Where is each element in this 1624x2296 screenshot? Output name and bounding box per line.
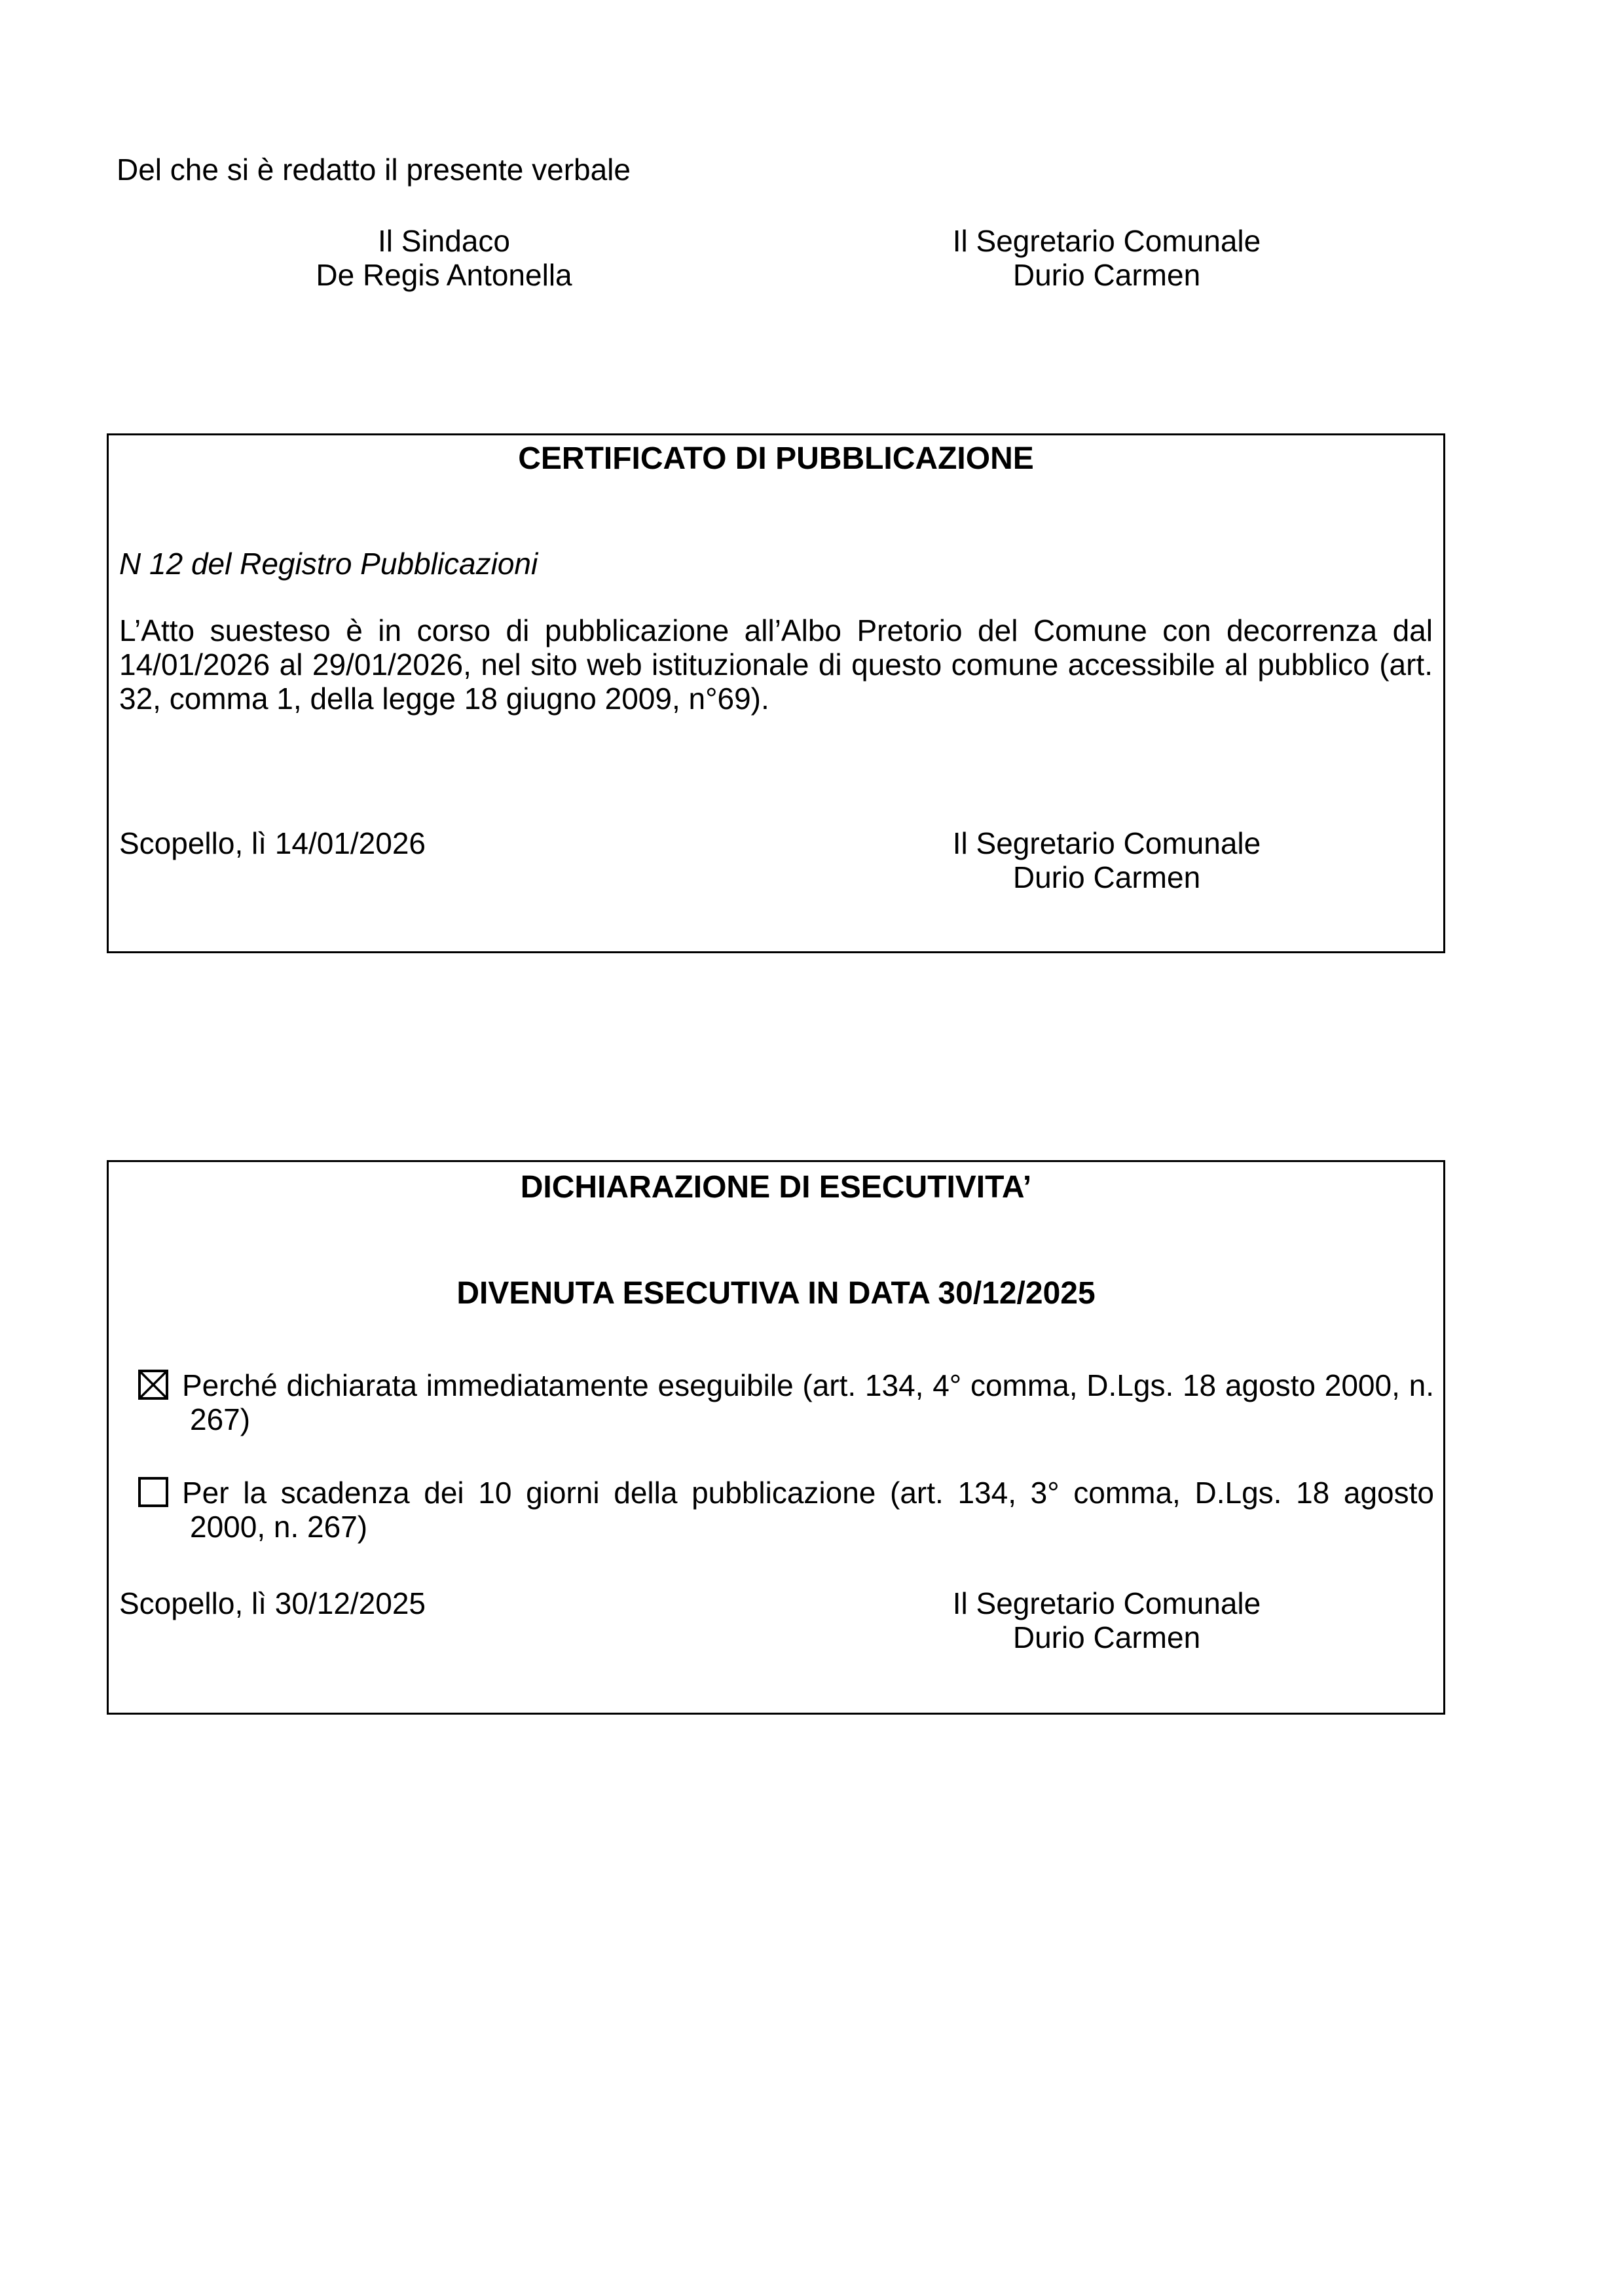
header-right-name: Durio Carmen xyxy=(1012,258,1201,292)
header-left-name: De Regis Antonella xyxy=(316,258,572,292)
esecutivita-title: DICHIARAZIONE DI ESECUTIVITA’ xyxy=(520,1170,1032,1205)
esecutivita-signer xyxy=(779,1586,1434,1654)
unchecked-checkbox-icon xyxy=(138,1477,168,1507)
certificato-body: L’Atto suesteso è in corso di pubblicazione all’Albo Pretorio del Comune con decorrenza dal 14/01/2026 al 29/01/2026, nel sito web istituzionale di questo comune accessibile al pubblico (art. 32, comma 1, della legge 18 giugno 2009, n°69). xyxy=(119,613,1433,716)
esecutivita-signer-name: Durio Carmen xyxy=(1012,1620,1201,1654)
header-left-role: Il Sindaco xyxy=(377,224,510,258)
intro-line: Del che si è redatto il presente verbale xyxy=(117,153,631,187)
certificato-signer-name: Durio Carmen xyxy=(1012,860,1201,894)
esecutivita-option-label: Perché dichiarata immediatamente eseguibile (art. 134, 4° comma, D.Lgs. 18 agosto 2000, n. 267) xyxy=(182,1368,1434,1436)
checked-checkbox-icon xyxy=(138,1370,168,1400)
certificato-place-date: Scopello, lì 14/01/2026 xyxy=(119,826,426,860)
certificato-box xyxy=(107,433,1445,953)
certificato-signer-role: Il Segretario Comunale xyxy=(952,826,1261,860)
esecutivita-option-label: Per la scadenza dei 10 giorni della pubblicazione (art. 134, 3° comma, D.Lgs. 18 agosto 2000, n. 267) xyxy=(182,1476,1434,1544)
esecutivita-subtitle: DIVENUTA ESECUTIVA IN DATA 30/12/2025 xyxy=(456,1276,1096,1311)
esecutivita-signer-role: Il Segretario Comunale xyxy=(952,1586,1261,1620)
esecutivita-box xyxy=(107,1160,1445,1715)
certificato-title: CERTIFICATO DI PUBBLICAZIONE xyxy=(518,441,1034,476)
header-left-signatory xyxy=(117,224,771,292)
header-right-role: Il Segretario Comunale xyxy=(952,224,1261,258)
certificato-signer xyxy=(779,826,1434,894)
esecutivita-place-date: Scopello, lì 30/12/2025 xyxy=(119,1586,426,1620)
certificato-registro: N 12 del Registro Pubblicazioni xyxy=(119,547,538,581)
header-right-signatory xyxy=(779,224,1434,292)
